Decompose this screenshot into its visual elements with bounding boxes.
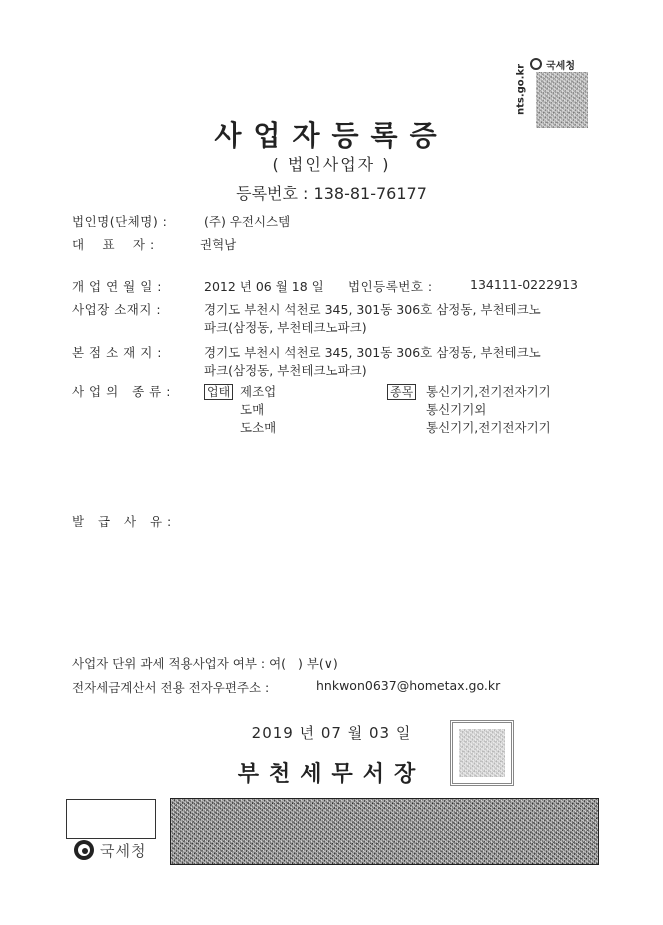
hq-addr-line2: 파크(삼정동, 부천테크노파크)	[204, 363, 367, 378]
issue-reason-label: 발 급 사 유 :	[72, 514, 172, 529]
uptae-item: 제조업	[240, 384, 277, 399]
open-date-value: 2012 년 06 월 18 일	[204, 279, 324, 294]
security-barcode	[170, 798, 599, 865]
jongmok-item: 통신기기외	[426, 402, 487, 417]
unit-tax-line: 사업자 단위 과세 적용사업자 여부 : 여( ) 부(∨)	[72, 656, 338, 671]
nts-logo-text: 국세청	[100, 842, 147, 860]
uptae-item: 도매	[240, 402, 265, 417]
watermark-site-text: nts.go.kr	[515, 63, 527, 116]
ceo-label: 대 표 자 :	[72, 237, 155, 252]
hq-addr-line1: 경기도 부천시 석천로 345, 301동 306호 삼정동, 부천테크노	[204, 345, 541, 360]
jongmok-item: 통신기기,전기전자기기	[426, 420, 551, 435]
corp-reg-label: 법인등록번호 :	[348, 279, 433, 294]
ceo-value: 권혁남	[200, 237, 237, 252]
uptae-tag	[204, 381, 233, 400]
email-value: hnkwon0637@hometax.go.kr	[316, 678, 501, 693]
agency-emblem-icon	[530, 58, 542, 70]
official-seal-icon	[450, 720, 514, 786]
jongmok-item: 통신기기,전기전자기기	[426, 384, 551, 399]
page-title: 사업자등록증	[214, 119, 449, 152]
nts-logo-icon	[74, 840, 94, 860]
registration-number-label: 등록번호 :	[236, 184, 309, 203]
issuing-office: 부천세무서장	[237, 762, 426, 787]
biz-addr-line2: 파크(삼정동, 부천테크노파크)	[204, 320, 367, 335]
hq-addr-label: 본 점 소 재 지 :	[72, 345, 162, 360]
uptae-item: 도소매	[240, 420, 277, 435]
corp-name-label: 법인명(단체명) :	[72, 214, 168, 229]
watermark-agency-text: 국세청	[546, 61, 575, 72]
email-label: 전자세금계산서 전용 전자우편주소 :	[72, 680, 270, 695]
stamp-box	[66, 799, 156, 839]
biz-addr-label: 사업장 소재지 :	[72, 302, 162, 317]
biz-addr-line1: 경기도 부천시 석천로 345, 301동 306호 삼정동, 부천테크노	[204, 302, 541, 317]
corp-reg-value: 134111-0222913	[470, 277, 578, 292]
corp-name-value: (주) 우전시스템	[204, 214, 291, 229]
open-date-label: 개 업 연 월 일 :	[72, 279, 162, 294]
registration-number-row	[0, 181, 663, 204]
page-subtitle: ( 법인사업자 )	[272, 155, 391, 174]
biz-type-label: 사 업 의 종 류 :	[72, 384, 171, 399]
issue-date: 2019 년 07 월 03 일	[251, 724, 412, 742]
uptae-tag-text: 업태	[204, 384, 233, 400]
jongmok-tag	[387, 381, 416, 400]
jongmok-tag-text: 종목	[387, 384, 416, 400]
registration-number: 138-81-76177	[313, 184, 427, 203]
